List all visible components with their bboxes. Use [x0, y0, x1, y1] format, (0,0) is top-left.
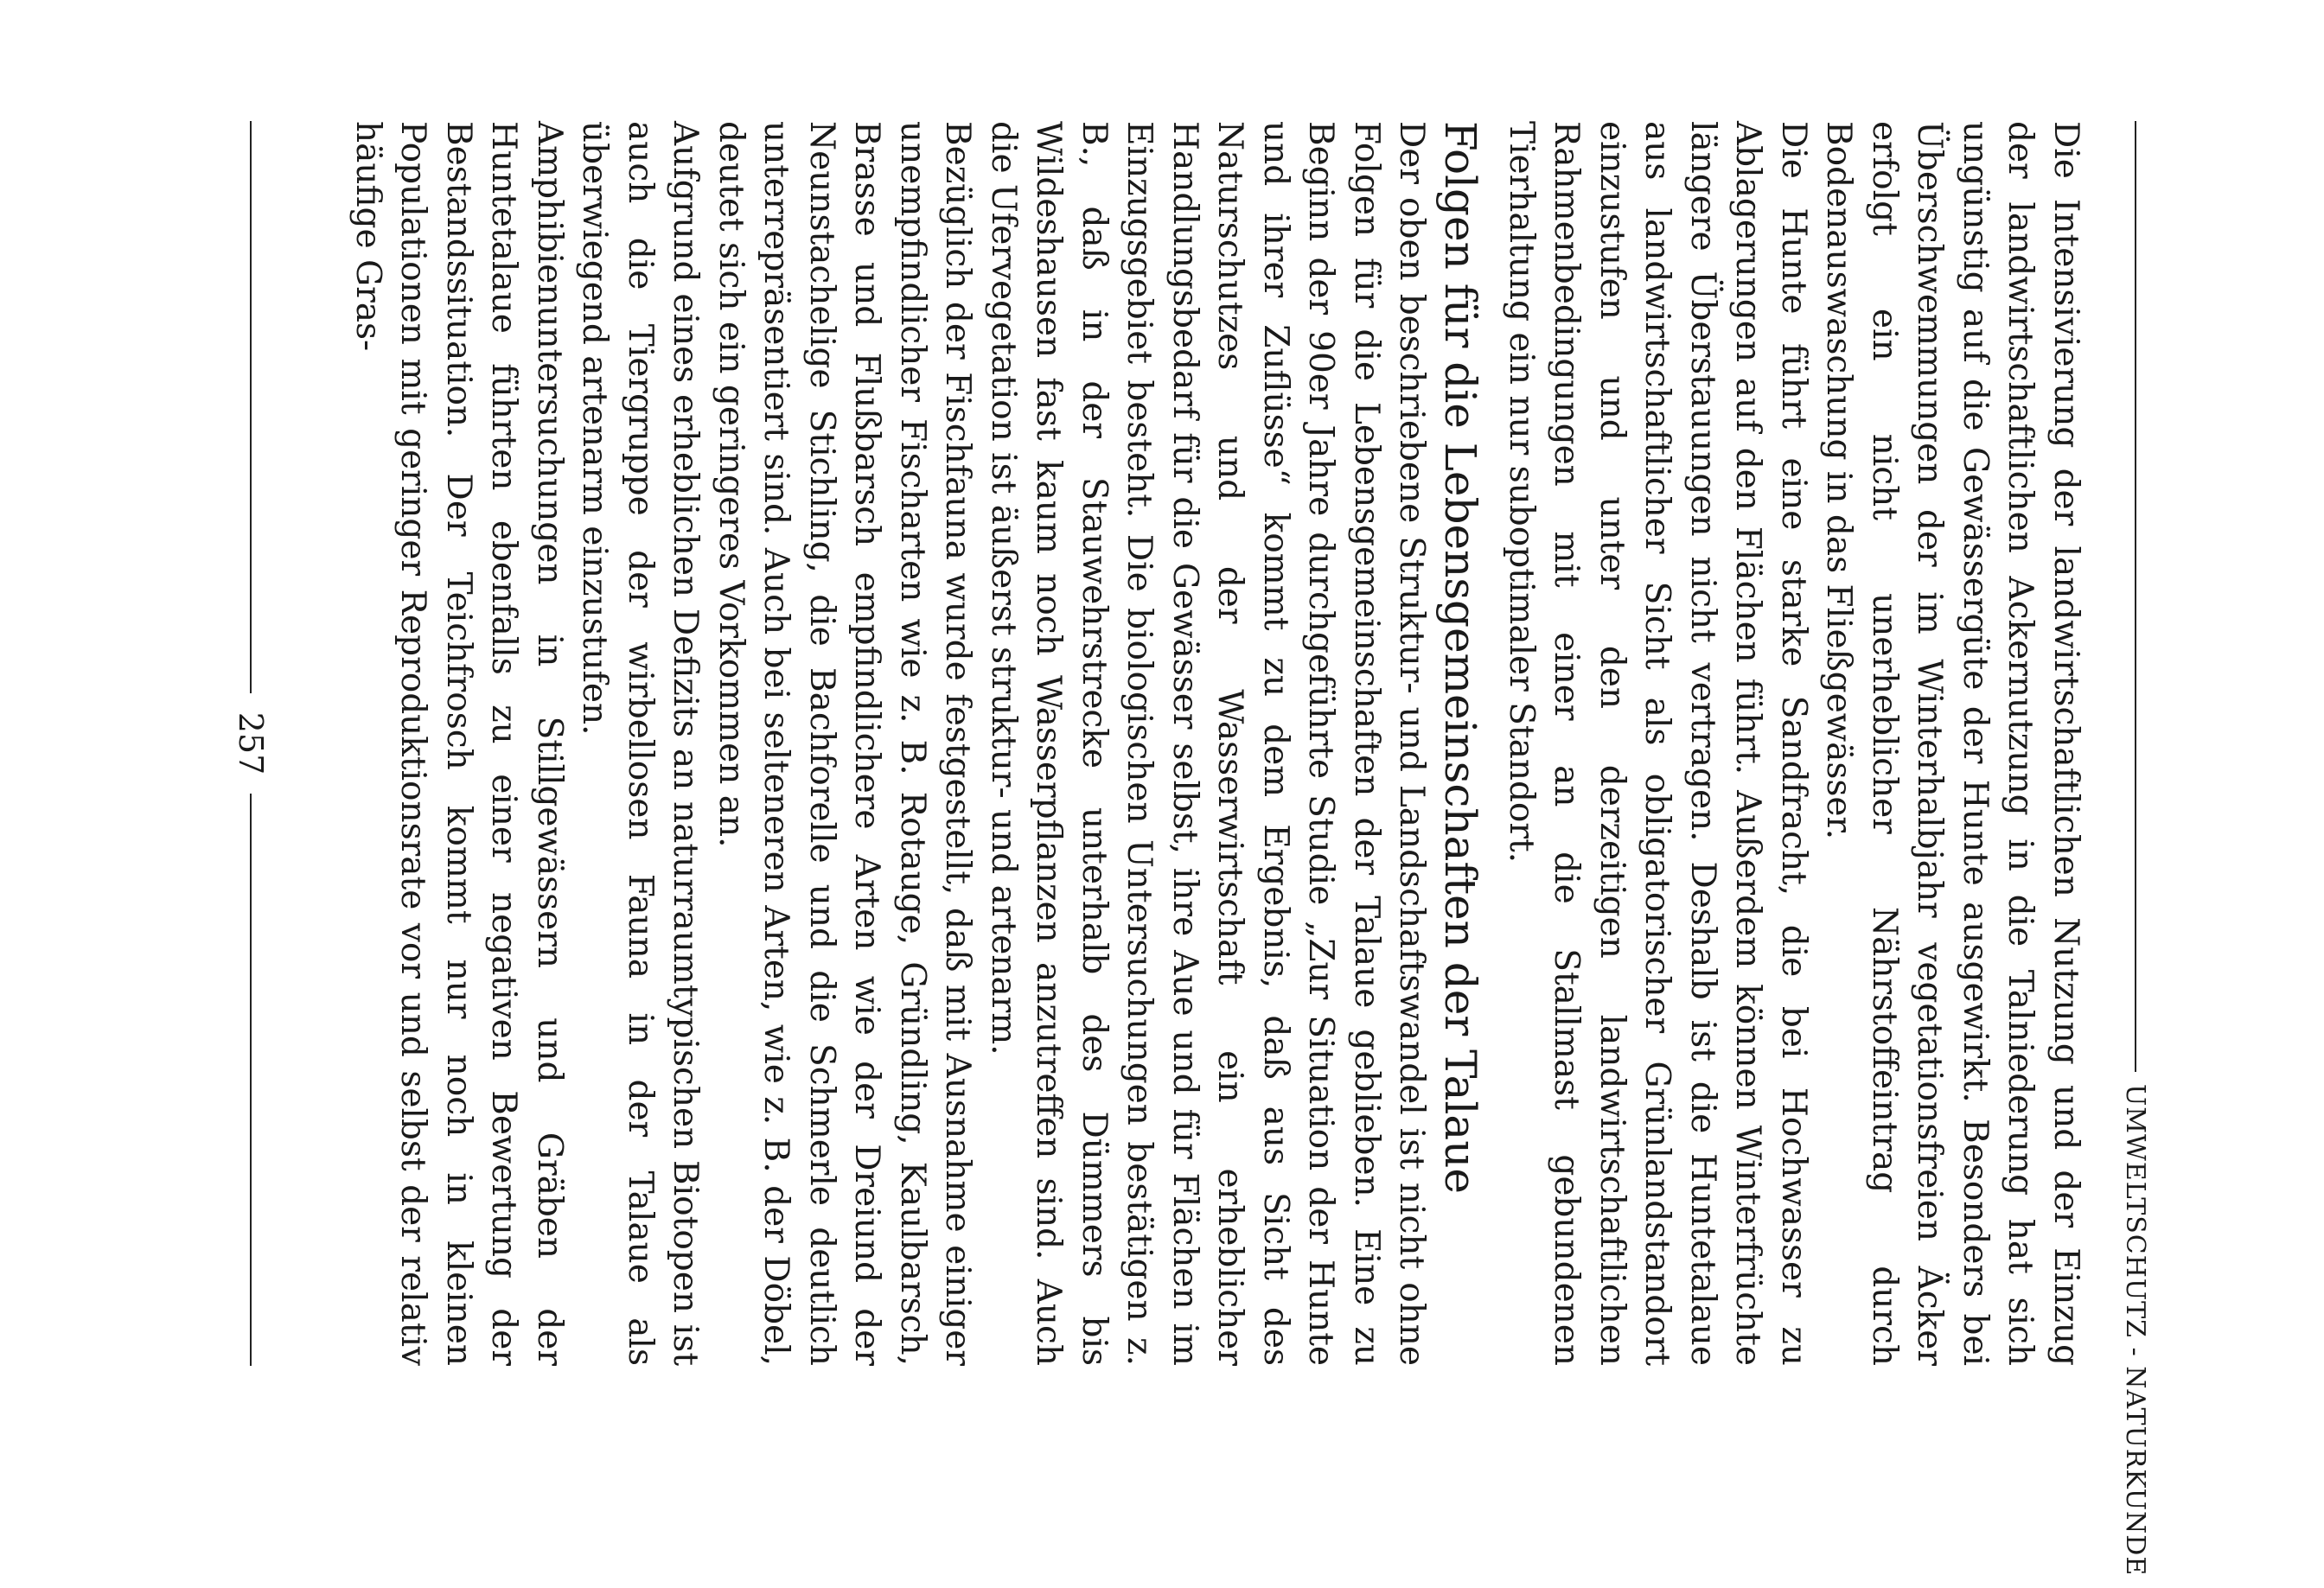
- page-number: 257: [232, 711, 270, 775]
- page-footer: [225, 121, 277, 1366]
- running-title: UMWELTSCHUTZ - NATURKUNDE: [2120, 1084, 2151, 1577]
- paragraph-sandfracht: Die Hunte führt eine starke Sandfracht, die bei Hochwasser zu Ablagerungen auf den Flächen führt. Außerdem können Winterfrüchte längere Überstauungen nicht vertragen. Deshalb ist die Huntetalaue aus landwirtschaftlicher Sicht als obligatorischer Grünlandstandort einzustufen und unter den derzeitigen landwirtschaftlichen Rahmenbedingungen mit einer an die Stallmast gebundenen Tierhaltung ein nur suboptimaler Standort.: [1502, 121, 1813, 1366]
- header-rule-left: [2135, 121, 2136, 1072]
- paragraph-intensivierung: Die Intensivierung der landwirtschaftlichen Nutzung und der Einzug der landwirtschaftlichen Ackernutzung in die Talniederung hat sich ungünstig auf die Gewässergüte der Hunte ausgewirkt. Besonders bei Überschwemmungen der im Winterhalbjahr vegetationsfreien Äcker erfolgt ein nicht unerheblicher Nährstoffeintrag durch Bodenauswaschung in das Fließgewässer.: [1819, 121, 2085, 1366]
- running-header: [2110, 121, 2161, 1577]
- section-heading: Folgen für die Lebensgemeinschaften der Talaue: [1435, 121, 1486, 1194]
- page-body: [345, 121, 2089, 1366]
- paragraph-amphibien: Amphibienuntersuchungen in Stillgewässern und Gräben der Huntetalaue führten ebenfalls zu einer negativen Bewertung der Bestandssituation. Der Teichfrosch kommt nur noch in kleinen Populationen mit geringer Reproduktionsrate vor und selbst der relativ häufige Gras-: [348, 121, 569, 1366]
- paragraph-strukturwandel: Der oben beschriebene Struktur- und Landschaftswandel ist nicht ohne Folgen für die Lebensgemeinschaften der Talaue geblieben. Eine zu Beginn der 90er Jahre durchgeführte Studie „Zur Situation der Hunte und ihrer Zuflüsse“ kommt zu dem Ergebnis, daß aus Sicht des Naturschutzes und der Wasserwirtschaft ein erheblicher Handlungsbedarf für die Gewässer selbst, ihre Aue und für Flächen im Einzugsgebiet besteht. Die biologischen Untersuchungen bestätigen z. B., daß in der Stauwehrstrecke unterhalb des Dümmers bis Wildeshausen fast kaum noch Wasserpflanzen anzutreffen sind. Auch die Ufervegetation ist äußerst struktur- und artenarm.: [984, 121, 1432, 1366]
- paragraph-fischfauna: Bezüglich der Fischfauna wurde festgestellt, daß mit Ausnahme einiger unempfindlicher Fischarten wie z. B. Rotauge, Gründling, Kaulbarsch, Brasse und Flußbarsch empfindlichere Arten wie der Dreiund der Neunstachelige Stichling, die Bachforelle und die Schmerle deutlich unterrepräsentiert sind. Auch bei selteneren Arten, wie z. B. der Döbel, deutet sich ein geringeres Vorkommen an.: [712, 121, 978, 1366]
- rotated-page-content: [216, 121, 2161, 1577]
- footer-rule-left: [250, 121, 252, 693]
- footer-rule-right: [250, 794, 252, 1366]
- paragraph-wirbellose: Aufgrund eines erheblichen Defizits an naturraumtypischen Biotopen ist auch die Tiergruppe der wirbellosen Fauna in der Talaue als überwiegend artenarm einzustufen.: [575, 121, 706, 1366]
